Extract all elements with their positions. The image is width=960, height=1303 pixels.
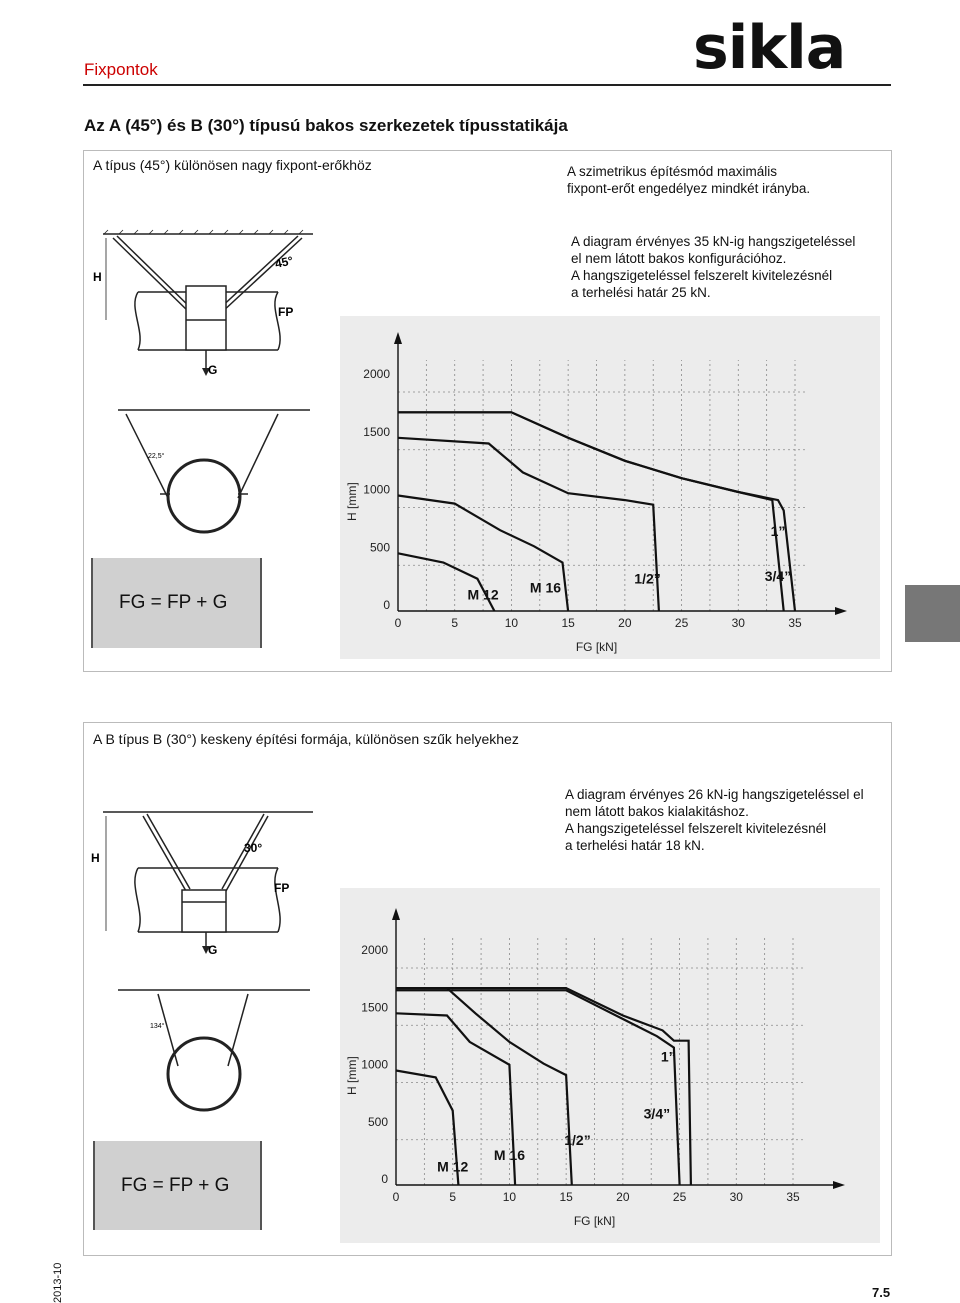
y-tick-label: 1000: [363, 482, 390, 497]
y-axis-label: H [mm]: [345, 1056, 359, 1095]
series-label: 1/2”: [634, 570, 661, 587]
x-tick-label: 35: [788, 616, 802, 630]
y-tick-label: 0: [383, 598, 390, 612]
panel-a-desc: [567, 163, 810, 197]
sikla-logo: sikla: [693, 13, 846, 83]
note-line: A diagram érvényes 26 kN-ig hangszigeteléssel el: [565, 787, 864, 802]
series-label: 1/2”: [564, 1131, 591, 1148]
x-tick-label: 30: [729, 1190, 743, 1204]
formula-box-b: FG = FP + G: [93, 1141, 262, 1230]
bracket-drawing-b: [88, 806, 348, 1136]
series-label: 3/4”: [764, 567, 792, 584]
panel-a-note: [571, 233, 855, 301]
x-tick-label: 30: [731, 616, 745, 630]
label-angle2: 22,5°: [148, 453, 165, 460]
y-tick-label: 500: [369, 540, 390, 555]
panel-a-title: A típus (45°) különösen nagy fixpont-erőkhöz: [93, 157, 372, 173]
x-axis-arrow: [833, 1181, 845, 1189]
label-h: H: [93, 270, 102, 284]
note-line: A hangszigeteléssel felszerelt kivitelezésnél: [571, 268, 833, 283]
page-number: 7.5: [872, 1285, 891, 1300]
y-tick-label: 2000: [363, 367, 390, 381]
x-tick-label: 0: [392, 1190, 400, 1204]
x-axis-arrow: [835, 607, 847, 615]
label-angle: 30°: [244, 841, 263, 855]
product-thumbnail: [905, 585, 960, 642]
x-axis-label: FG [kN]: [575, 640, 618, 654]
label-fp: FP: [278, 305, 294, 319]
x-tick-label: 15: [559, 1190, 573, 1204]
x-tick-label: 10: [502, 1190, 517, 1204]
edition-date: 2013-10: [52, 1262, 64, 1303]
series-label: 3/4”: [643, 1105, 671, 1122]
y-axis-arrow: [394, 332, 402, 344]
note-line: A hangszigeteléssel felszerelt kivitelezésnél: [565, 821, 827, 836]
desc-line: fixpont-erőt engedélyez mindkét irányba.: [567, 181, 811, 196]
series-label: M 16: [493, 1146, 525, 1163]
x-tick-label: 25: [672, 1190, 687, 1204]
note-line: a terhelési határ 25 kN.: [571, 285, 711, 300]
series-label: M 12: [437, 1158, 469, 1175]
series-label: M 16: [529, 579, 562, 596]
desc-line: A szimetrikus építésmód maximális: [567, 164, 778, 179]
x-tick-label: 20: [616, 1190, 630, 1204]
y-tick-label: 2000: [361, 943, 388, 957]
series-label: 1”: [660, 1048, 676, 1065]
chart-a: [340, 316, 880, 659]
x-tick-label: 5: [451, 616, 459, 630]
y-tick-label: 500: [367, 1114, 388, 1129]
series-line: [398, 438, 659, 611]
x-tick-label: 25: [674, 616, 689, 630]
panel-b-note: [565, 786, 864, 854]
x-tick-label: 10: [504, 616, 519, 630]
x-tick-label: 0: [394, 616, 402, 630]
y-tick-label: 1500: [363, 424, 390, 439]
note-line: el nem látott bakos konfigurációhoz.: [571, 251, 787, 266]
y-tick-label: 0: [381, 1172, 388, 1186]
x-tick-label: 5: [449, 1190, 457, 1204]
label-g: G: [208, 363, 218, 377]
x-tick-label: 20: [618, 616, 632, 630]
panel-b-title: A B típus B (30°) keskeny építési formája, különösen szűk helyekhez: [93, 731, 519, 747]
formula-box-a: FG = FP + G: [91, 558, 262, 648]
series-label: 1”: [770, 522, 786, 539]
label-g: G: [208, 943, 218, 957]
series-line: [396, 988, 572, 1185]
x-tick-label: 35: [786, 1190, 800, 1204]
note-line: A diagram érvényes 35 kN-ig hangszigeteléssel: [571, 234, 856, 249]
x-axis-label: FG [kN]: [573, 1214, 616, 1228]
y-tick-label: 1500: [361, 1000, 388, 1015]
y-tick-label: 1000: [361, 1057, 388, 1072]
x-tick-label: 15: [561, 616, 575, 630]
bracket-drawing-a: [88, 228, 348, 538]
label-fp: FP: [274, 881, 290, 895]
label-angle: 45°: [273, 253, 295, 271]
label-angle2: 134°: [150, 1023, 165, 1030]
note-line: a terhelési határ 18 kN.: [565, 838, 705, 853]
header-rule: [83, 84, 891, 86]
chart-b: [340, 888, 880, 1243]
section-title: Fixpontok: [84, 60, 158, 79]
label-h: H: [91, 851, 100, 865]
page-title: Az A (45°) és B (30°) típusú bakos szerkezetek típusstatikája: [84, 116, 568, 135]
y-axis-arrow: [392, 908, 400, 920]
note-line: nem látott bakos kialakitáshoz.: [565, 804, 749, 819]
y-axis-label: H [mm]: [345, 482, 359, 521]
series-label: M 12: [467, 586, 499, 603]
